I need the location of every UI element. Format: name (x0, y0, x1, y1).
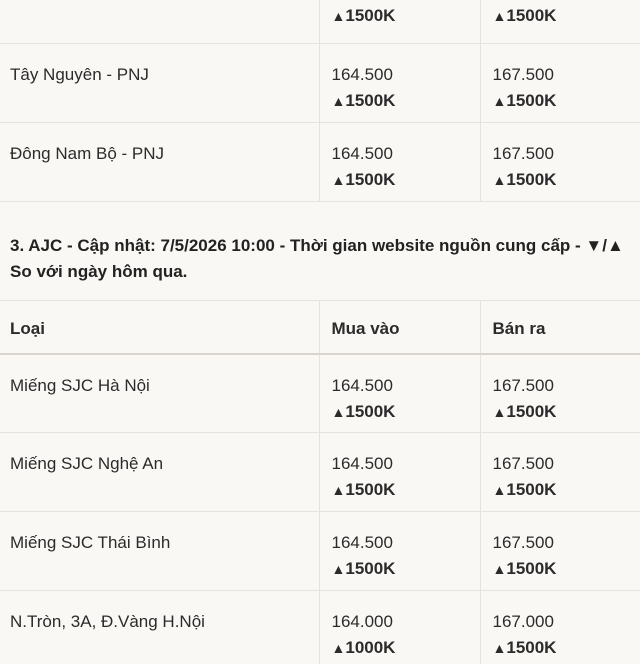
sell-cell (480, 354, 640, 433)
section-title-line1: 3. AJC - Cập nhật: 7/5/2026 10:00 - Thời gian website nguồn cung cấp - ▼/▲ (10, 236, 624, 255)
ajc-price-table (0, 300, 640, 664)
up-triangle-icon: ▲ (331, 171, 346, 188)
buy-change: ▲1500K (331, 480, 396, 499)
sell-change: ▲1500K (492, 90, 557, 110)
up-triangle-icon: ▲ (492, 640, 507, 656)
sell-price: 167.500 (492, 64, 554, 84)
up-triangle-icon: ▲ (492, 482, 507, 498)
buy-price: 164.500 (331, 533, 393, 552)
buy-cell (319, 122, 480, 201)
table-header-row (0, 301, 640, 354)
buy-change: ▲1500K (331, 6, 396, 25)
buy-price: 164.500 (331, 454, 393, 473)
buy-cell (319, 43, 480, 122)
sell-price: 167.000 (492, 612, 554, 631)
sell-change: ▲1500K (492, 480, 557, 499)
buy-change: ▲1500K (331, 559, 396, 578)
buy-cell (319, 433, 480, 512)
up-triangle-icon: ▲ (331, 92, 346, 109)
buy-price: 164.000 (331, 612, 393, 631)
up-triangle-icon: ▲ (492, 403, 507, 420)
up-triangle-icon: ▲ (331, 640, 346, 656)
sell-change: ▲1500K (492, 6, 557, 25)
section-title-line2: So với ngày hôm qua. (10, 262, 188, 281)
buy-cell (319, 0, 480, 43)
sell-cell (480, 512, 640, 591)
up-triangle-icon: ▲ (331, 561, 346, 577)
up-triangle-icon: ▲ (331, 482, 346, 498)
pnj-price-table (0, 0, 640, 202)
sell-change: ▲1500K (492, 169, 557, 189)
row-name-cell (0, 0, 319, 43)
up-triangle-icon: ▲ (492, 171, 507, 188)
section-heading-ajc (0, 201, 640, 285)
sell-cell (480, 433, 640, 512)
sell-cell (480, 122, 640, 201)
buy-price: 164.500 (331, 64, 393, 84)
buy-change: ▲1500K (331, 401, 396, 421)
table-row (0, 43, 640, 122)
row-name: Đông Nam Bộ - PNJ (0, 122, 319, 201)
sell-price: 167.500 (492, 454, 554, 473)
row-name: Tây Nguyên - PNJ (0, 43, 319, 122)
buy-change: ▲1500K (331, 169, 396, 189)
sell-cell (480, 0, 640, 43)
sell-price: 167.500 (492, 533, 554, 552)
up-triangle-icon: ▲ (492, 8, 507, 24)
up-triangle-icon: ▲ (492, 561, 507, 577)
table-row (0, 512, 640, 591)
buy-change: ▲1500K (331, 90, 396, 110)
table-row (0, 354, 640, 433)
sell-change: ▲1500K (492, 638, 557, 657)
row-name: Miếng SJC Thái Bình (0, 512, 319, 591)
row-name: Miếng SJC Hà Nội (0, 354, 319, 433)
sell-change: ▲1500K (492, 401, 557, 421)
sell-cell (480, 43, 640, 122)
table-row (0, 591, 640, 664)
buy-cell (319, 591, 480, 664)
buy-cell (319, 354, 480, 433)
sell-cell (480, 591, 640, 664)
up-triangle-icon: ▲ (492, 92, 507, 109)
buy-change: ▲1000K (331, 638, 396, 657)
table-row (0, 433, 640, 512)
row-name: Miếng SJC Nghệ An (0, 433, 319, 512)
header-sell: Bán ra (480, 301, 640, 354)
sell-price: 167.500 (492, 375, 554, 395)
header-buy: Mua vào (319, 301, 480, 354)
sell-price: 167.500 (492, 143, 554, 163)
header-type: Loại (0, 301, 319, 354)
row-name: N.Tròn, 3A, Đ.Vàng H.Nội (0, 591, 319, 664)
sell-change: ▲1500K (492, 559, 557, 578)
buy-cell (319, 512, 480, 591)
up-triangle-icon: ▲ (331, 8, 346, 24)
buy-price: 164.500 (331, 375, 393, 395)
up-triangle-icon: ▲ (331, 403, 346, 420)
buy-price: 164.500 (331, 143, 393, 163)
table-row (0, 122, 640, 201)
table-row (0, 0, 640, 43)
